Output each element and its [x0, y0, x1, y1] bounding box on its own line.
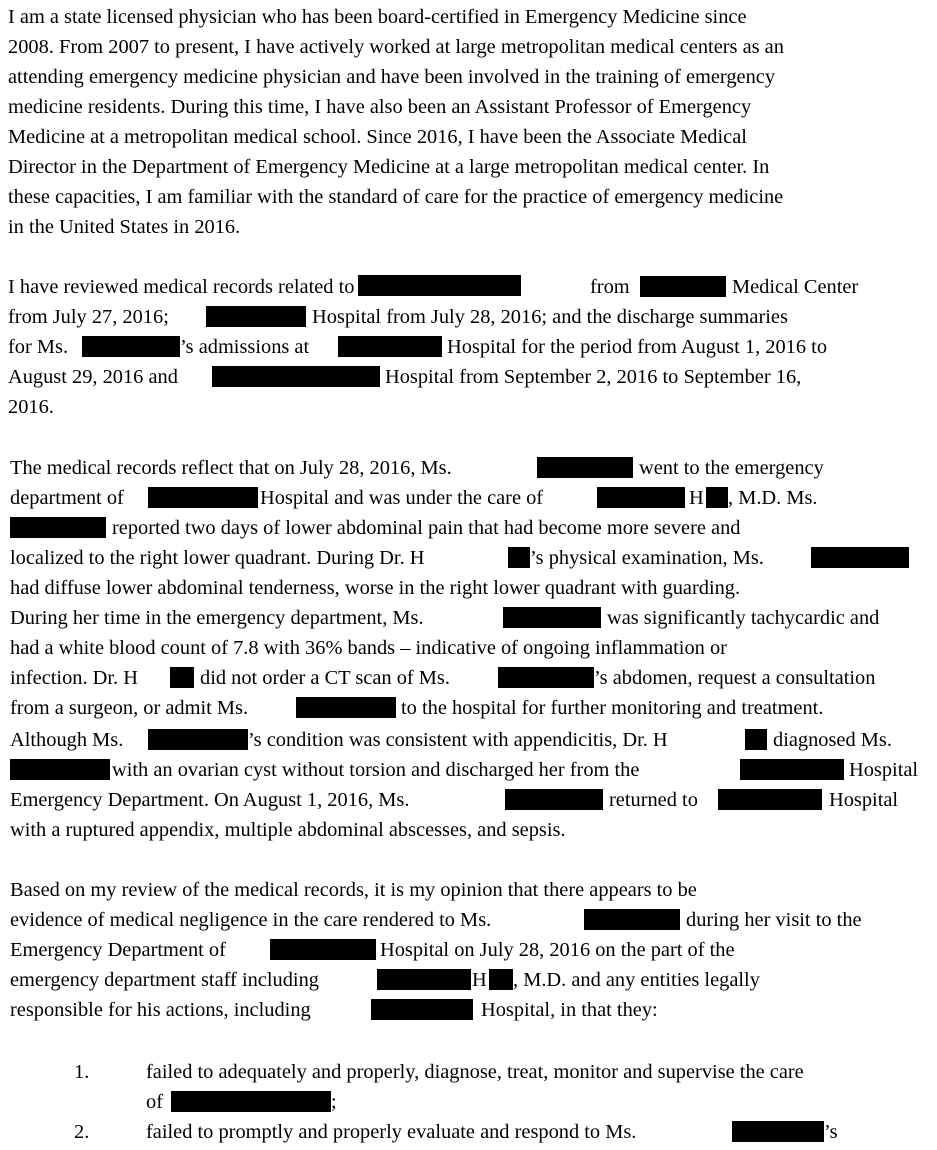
text-fragment: failed to promptly and properly evaluate and respond to Ms. [146, 1121, 637, 1143]
text-fragment: H [472, 969, 487, 991]
text-fragment: Emergency Department of [10, 939, 226, 961]
text-fragment: Based on my review of the medical records, it is my opinion that there appears to be [10, 879, 697, 901]
text-fragment: Hospital [829, 789, 899, 811]
text-fragment: ’s condition was consistent with appendicitis, Dr. H [248, 729, 668, 751]
redaction-block [537, 457, 633, 478]
redaction-block [718, 789, 822, 810]
redaction-block [505, 789, 603, 810]
text-fragment: Hospital for the period from August 1, 2016 to [447, 336, 828, 358]
redaction-block [206, 306, 306, 327]
list-number: 2. [74, 1121, 90, 1143]
text-fragment: for Ms. [8, 336, 69, 358]
text-fragment: , M.D. Ms. [728, 487, 818, 509]
redaction-block [489, 969, 513, 990]
text-fragment: Emergency Department. On August 1, 2016, Ms. [10, 789, 410, 811]
redaction-block [296, 697, 396, 718]
paragraph-1-line: attending emergency medicine physician and have been involved in the training of emergency [8, 66, 776, 88]
paragraph-1-line: Director in the Department of Emergency Medicine at a large metropolitan medical center. In [8, 156, 770, 178]
redaction-block [597, 487, 685, 508]
text-fragment: from a surgeon, or admit Ms. [10, 697, 249, 719]
text-fragment: from July 27, 2016; [8, 306, 169, 328]
redaction-block [171, 1091, 331, 1112]
redaction-block [82, 336, 180, 357]
text-fragment: Hospital from July 28, 2016; and the discharge summaries [312, 306, 788, 328]
redaction-block [358, 275, 521, 296]
paragraph-2-line [8, 272, 521, 302]
redaction-block [811, 547, 909, 568]
text-fragment: Although Ms. [10, 729, 124, 751]
text-fragment: ’s admissions at [180, 336, 310, 358]
redaction-block [508, 547, 530, 568]
text-fragment: Medical Center [732, 276, 859, 298]
redaction-block [498, 667, 594, 688]
text-fragment: during her visit to the [686, 909, 862, 931]
text-fragment: Hospital and was under the care of [260, 487, 544, 509]
text-fragment: diagnosed Ms. [773, 729, 892, 751]
text-fragment: returned to [609, 789, 698, 811]
redaction-block [10, 759, 110, 780]
text-fragment: was significantly tachycardic and [607, 607, 880, 629]
text-fragment: with an ovarian cyst without torsion and discharged her from the [112, 759, 640, 781]
redaction-block [745, 729, 767, 750]
redaction-block [640, 276, 726, 297]
text-fragment: had diffuse lower abdominal tenderness, worse in the right lower quadrant with guarding. [10, 577, 741, 599]
text-fragment: with a ruptured appendix, multiple abdominal abscesses, and sepsis. [10, 819, 566, 841]
text-fragment: Hospital on July 28, 2016 on the part of the [380, 939, 735, 961]
redaction-block [740, 759, 844, 780]
paragraph-1-line: these capacities, I am familiar with the standard of care for the practice of emergency medicine [8, 186, 784, 208]
text-fragment: Hospital from September 2, 2016 to September 16, [385, 366, 802, 388]
text-fragment: ’s abdomen, request a consultation [594, 667, 876, 689]
text-fragment: ; [331, 1091, 337, 1113]
redaction-block [170, 667, 194, 688]
text-fragment: emergency department staff including [10, 969, 319, 991]
text-fragment: did not order a CT scan of Ms. [200, 667, 450, 689]
text-fragment: localized to the right lower quadrant. During Dr. H [10, 547, 425, 569]
paragraph-1-line: I am a state licensed physician who has been board-certified in Emergency Medicine since [8, 6, 747, 28]
list-number: 1. [74, 1061, 90, 1083]
text-fragment: H [689, 487, 704, 509]
redaction-block [148, 729, 248, 750]
list-item-line: failed to adequately and properly, diagnose, treat, monitor and supervise the care [146, 1061, 804, 1083]
text-fragment: to the hospital for further monitoring and treatment. [401, 697, 824, 719]
redaction-block [377, 969, 471, 990]
redaction-block [371, 999, 473, 1020]
text-fragment: infection. Dr. H [10, 667, 138, 689]
text-fragment: reported two days of lower abdominal pain that had become more severe and [112, 517, 741, 539]
redaction-block [10, 517, 106, 538]
redaction-block [584, 909, 680, 930]
text-fragment: department of [10, 487, 124, 509]
text-fragment: August 29, 2016 and [8, 366, 178, 388]
paragraph-1-line: 2008. From 2007 to present, I have actively worked at large metropolitan medical centers as an [8, 36, 784, 58]
text-fragment: from [590, 276, 630, 298]
text-fragment: of [146, 1091, 163, 1113]
redaction-block [212, 366, 380, 387]
paragraph-1-line: Medicine at a metropolitan medical school. Since 2016, I have been the Associate Medical [8, 126, 747, 148]
text-fragment: evidence of medical negligence in the care rendered to Ms. [10, 909, 492, 931]
text-fragment: 2016. [8, 396, 54, 418]
text-fragment: I have reviewed medical records related to [8, 276, 355, 298]
redaction-block [732, 1121, 824, 1142]
text-fragment: responsible for his actions, including [10, 999, 311, 1021]
paragraph-1-line: medicine residents. During this time, I have also been an Assistant Professor of Emergency [8, 96, 752, 118]
text-fragment: Hospital [849, 759, 919, 781]
text-fragment: Hospital, in that they: [481, 999, 658, 1021]
redaction-block [503, 607, 601, 628]
text-fragment: had a white blood count of 7.8 with 36% bands – indicative of ongoing inflammation or [10, 637, 727, 659]
redaction-block [338, 336, 442, 357]
redaction-block [270, 939, 376, 960]
text-fragment: The medical records reflect that on July 28, 2016, Ms. [10, 457, 452, 479]
text-fragment: ’s physical examination, Ms. [530, 547, 764, 569]
redaction-block [706, 487, 728, 508]
text-fragment: , M.D. and any entities legally [513, 969, 760, 991]
text-fragment: ’s [824, 1121, 838, 1143]
text-fragment: During her time in the emergency department, Ms. [10, 607, 424, 629]
redaction-block [148, 487, 258, 508]
text-fragment: went to the emergency [639, 457, 824, 479]
paragraph-1-line: in the United States in 2016. [8, 216, 241, 238]
